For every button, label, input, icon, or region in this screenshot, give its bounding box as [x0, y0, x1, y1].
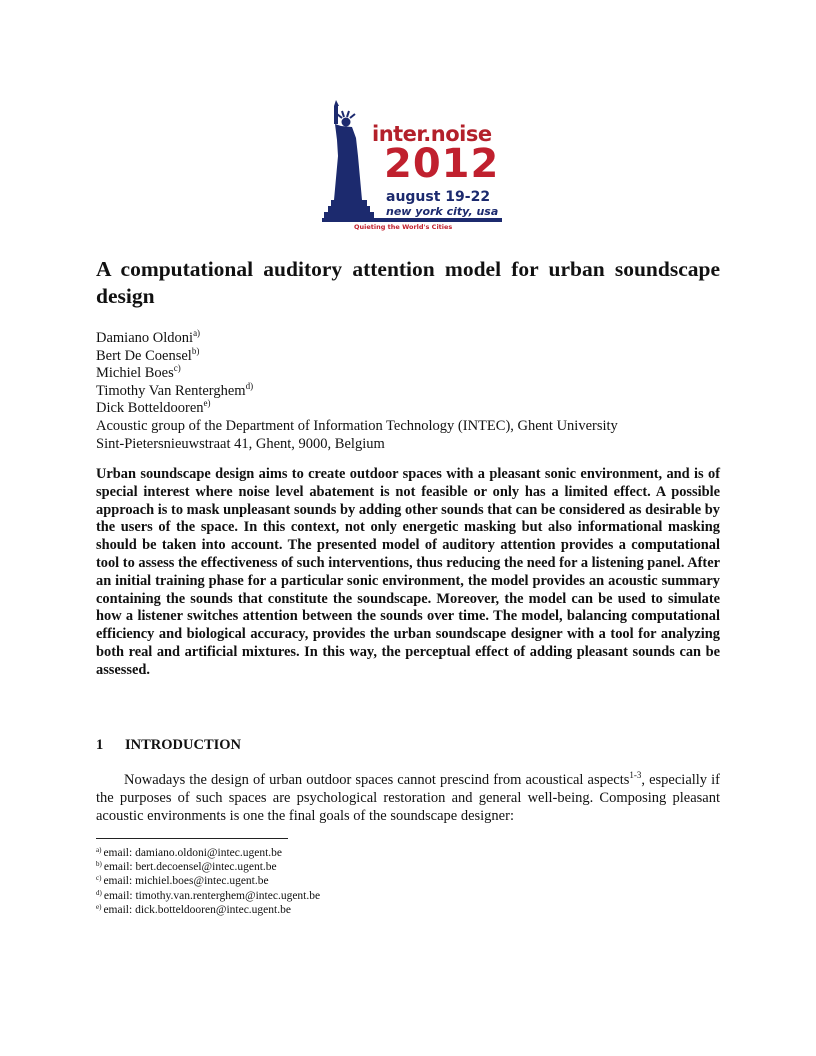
intro-paragraph: Nowadays the design of urban outdoor spaces cannot prescind from acoustical aspects$^{1-3}$, especially if the purposes of such spaces are psychological restoration and general well-being. Composing pleasant acoustic environments is one the final goals of the soundscape designer:: [96, 770, 720, 825]
affiliation-line-2: Sint-Pietersnieuwstraat 41, Ghent, 9000, Belgium: [96, 435, 385, 452]
conference-logo: [320, 96, 510, 244]
author: Bert De Coensel$^{b)}$: [96, 345, 200, 364]
author: Damiano Oldoni$^{a)}$: [96, 328, 201, 346]
footnote: $^{c)}$ email: michiel.boes@intec.ugent.be: [96, 874, 269, 888]
section-number: 1: [96, 737, 104, 753]
paper-title: [96, 256, 720, 310]
logo-dates: august 19-22: [386, 189, 491, 205]
author-footnote-mark: c): [173, 363, 181, 374]
abstract: Urban soundscape design aims to create outdoor spaces with a pleasant sonic environment, and is of special interest where noise level abatement is not feasible or only has a limited effect. A possible approach is to mask unpleasant sounds by adding other sounds that can be considered as desirable by the users of the space. In this context, not only energetic masking but also informational masking should be taken into account. The presented model of auditory attention provides a computational tool to assess the effectiveness of such interventions, thus reducing the need for a listening panel. After an initial training phase for a particular sonic environment, the model provides an acoustic summary containing the sounds that constitute the soundscape. Moreover, the model can be used to simulate how a listener switches attention between the sounds over time. The model, balancing computational efficiency and biological accuracy, provides the urban soundscape designer with a tool for analyzing both real and artificial mixtures. In this way, the perceptual effect of adding pleasant sounds can be assessed.: [96, 466, 720, 678]
footnote-divider: [96, 838, 288, 839]
author-footnote-mark: b): [191, 345, 200, 356]
footnote: $^{a)}$ email: damiano.oldoni@intec.ugent.be: [96, 846, 283, 859]
affiliation-line-1: Acoustic group of the Department of Information Technology (INTEC), Ghent University: [96, 417, 618, 434]
author-block: [96, 330, 736, 453]
section-title: INTRODUCTION: [125, 737, 242, 753]
author-footnote-mark: e): [203, 398, 211, 409]
footnote: $^{b)}$ email: bert.decoensel@intec.ugent.be: [96, 860, 277, 874]
paper-title-line-1: A computational auditory attention model for urban soundscape: [96, 257, 720, 281]
author-footnote-mark: a): [193, 328, 201, 338]
citation-mark: 1-3: [629, 770, 642, 780]
logo-city: new york city, usa: [386, 205, 499, 218]
paper-title-line-2: design: [96, 284, 155, 308]
footnotes: [96, 846, 596, 917]
logo-year: 2012: [384, 141, 500, 187]
author-footnote-mark: d): [245, 380, 254, 391]
footnote: $^{d)}$ email: timothy.van.renterghem@intec.ugent.be: [96, 888, 321, 902]
author: Dick Botteldooren$^{e)}$: [96, 398, 211, 417]
logo-tagline: Quieting the World's Cities: [354, 223, 453, 231]
section-heading: [96, 737, 241, 754]
author: Michiel Boes$^{c)}$: [96, 363, 181, 382]
author: Timothy Van Renterghem$^{d)}$: [96, 380, 254, 399]
logo-event-name: inter.noise: [372, 122, 492, 146]
footnote: $^{e)}$ email: dick.botteldooren@intec.ugent.be: [96, 902, 291, 916]
